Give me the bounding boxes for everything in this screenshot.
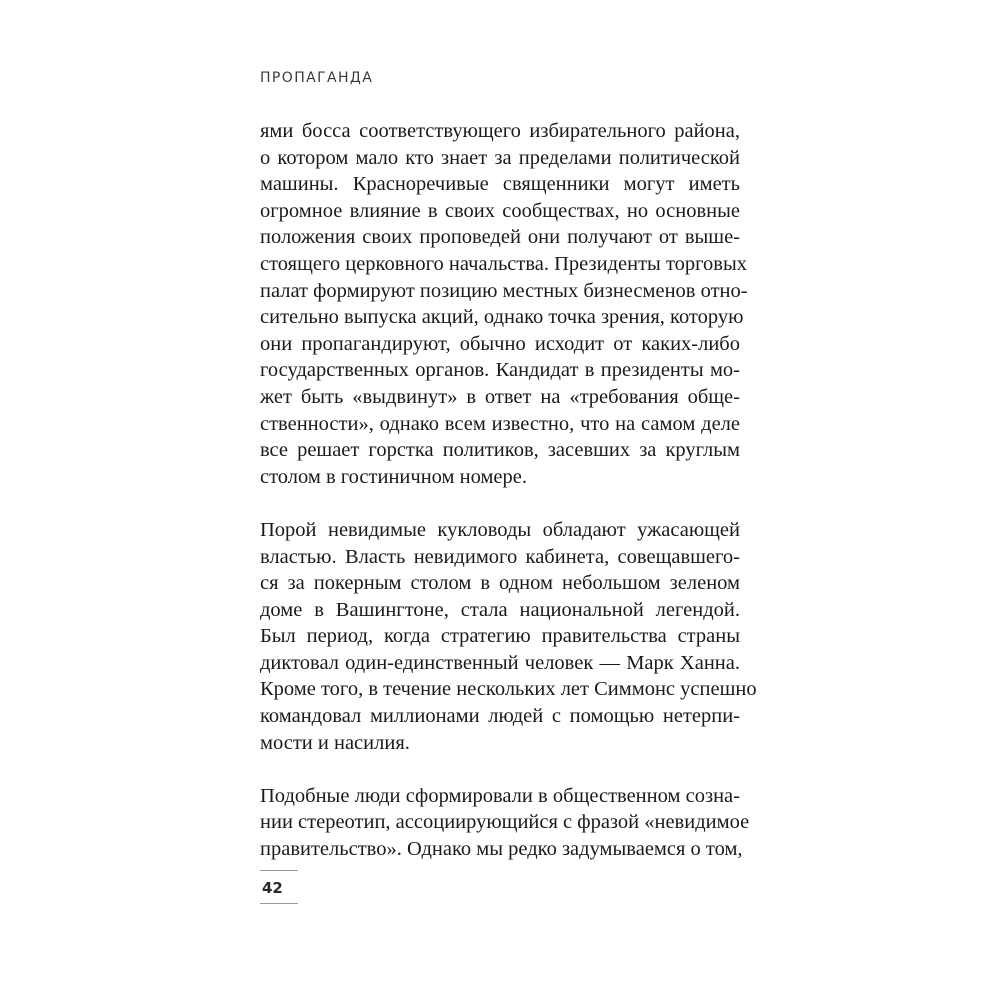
body-text	[260, 118, 757, 889]
text-line: ственности», однако всем известно, что на самом деле	[260, 412, 740, 435]
text-line: огромное влияние в своих сообществах, но основные	[260, 199, 740, 222]
running-head: ПРОПАГАНДА	[260, 70, 374, 86]
text-line: Кроме того, в течение нескольких лет Симмонс успешно	[260, 678, 757, 701]
page-number-block	[260, 870, 298, 904]
text-line: Подобные люди сформировали в общественном созна-	[260, 784, 740, 807]
text-line: они пропагандируют, обычно исходит от каких-либо	[260, 332, 740, 355]
paragraph-2	[260, 517, 757, 756]
paragraph-1	[260, 118, 748, 490]
text-line: доме в Вашингтоне, стала национальной легендой.	[260, 598, 740, 621]
text-line: властью. Власть невидимого кабинета, совещавшего-	[260, 545, 740, 568]
page-number: 42	[262, 879, 283, 897]
text-line: стоящего церковного начальства. Президенты торговых	[260, 252, 747, 275]
text-line: все решает горстка политиков, засевших за круглым	[260, 439, 740, 462]
text-line: командовал миллионами людей с помощью нетерпи-	[260, 705, 740, 728]
text-line: положения своих проповедей они получают от выше-	[260, 226, 740, 249]
text-line: Был период, когда стратегию правительства страны	[260, 625, 740, 648]
text-line: ями босса соответствующего избирательного района,	[260, 120, 740, 142]
text-line: жет быть «выдвинут» в ответ на «требования обще-	[260, 385, 740, 408]
text-line: Порой невидимые кукловоды обладают ужасающей	[260, 518, 740, 541]
text-line: столом в гостиничном номере.	[260, 465, 528, 488]
text-line: палат формируют позицию местных бизнесменов отно-	[260, 279, 748, 302]
text-line: правительство». Однако мы редко задумываемся о том,	[260, 838, 743, 861]
text-line: машины. Красноречивые священники могут иметь	[260, 173, 740, 196]
text-line: мости и насилия.	[260, 731, 410, 754]
text-line: диктовал один-единственный человек — Марк Ханна.	[260, 651, 740, 674]
text-line: ся за покерным столом в одном небольшом зеленом	[260, 572, 740, 595]
page-number-rule-bottom	[260, 903, 298, 904]
text-line: государственных органов. Кандидат в президенты мо-	[260, 359, 740, 382]
paragraph-3	[260, 783, 750, 863]
text-line: сительно выпуска акций, однако точка зрения, которую	[260, 306, 744, 329]
text-line: о котором мало кто знает за пределами политической	[260, 146, 740, 169]
text-line: нии стереотип, ассоциирующийся с фразой «невидимое	[260, 811, 750, 834]
